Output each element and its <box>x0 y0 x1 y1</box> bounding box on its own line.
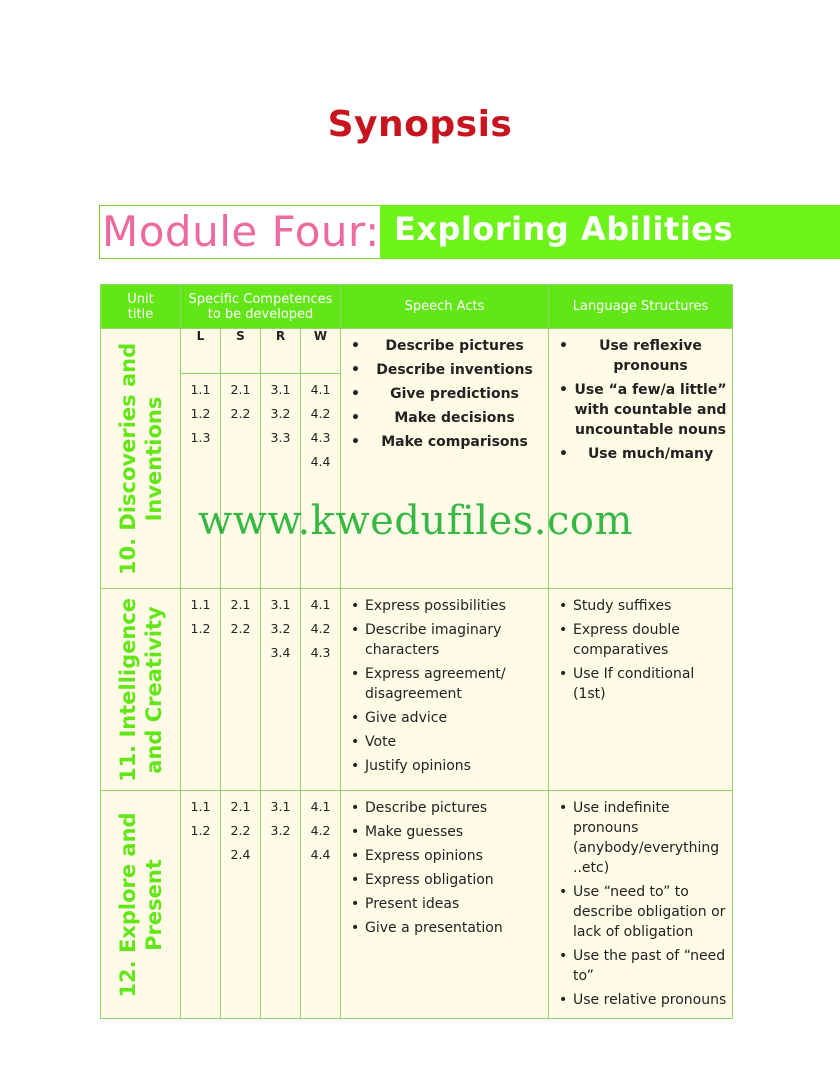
list-item: • Give predictions <box>351 384 544 404</box>
competence-cell <box>301 589 341 791</box>
list-item: • Use “need to” to describe obligation or lack of obligation <box>559 882 728 942</box>
list-item: • Present ideas <box>351 894 544 914</box>
speech-acts-list <box>341 329 548 460</box>
list-item: • Describe pictures <box>351 798 544 818</box>
competence-code: 1.3 <box>190 430 211 446</box>
list-item: • Use reflexive pronouns <box>559 336 728 376</box>
skill-label: S <box>221 329 261 374</box>
unit-row <box>101 589 733 791</box>
structures-cell <box>549 329 733 589</box>
competence-code: 4.4 <box>310 454 331 470</box>
competence-code: 4.2 <box>310 406 331 422</box>
speech-acts-cell <box>341 589 549 791</box>
competence-code: 2.1 <box>230 799 251 814</box>
competence-code: 2.1 <box>230 597 251 612</box>
competence-code: 1.1 <box>190 382 211 398</box>
synopsis-table <box>100 284 733 1019</box>
competence-cell <box>301 791 341 1019</box>
competence-code: 4.1 <box>310 382 331 398</box>
competence-code: 1.2 <box>190 406 211 422</box>
speech-acts-list <box>341 791 548 946</box>
competence-code: 2.4 <box>230 847 251 862</box>
competence-code: 4.1 <box>310 799 331 814</box>
competence-code: 3.1 <box>270 799 291 814</box>
competence-code: 1.1 <box>190 799 211 814</box>
competence-cell <box>221 374 261 589</box>
list-item: • Give a presentation <box>351 918 544 938</box>
structures-list <box>549 791 732 1018</box>
list-item: • Use relative pronouns <box>559 990 728 1010</box>
unit-title-cell <box>101 791 181 1019</box>
competence-cell <box>261 589 301 791</box>
module-name: Exploring Abilities <box>394 210 734 248</box>
list-item: • Describe imaginary characters <box>351 620 544 660</box>
structures-cell <box>549 791 733 1019</box>
table-header-row <box>101 285 733 329</box>
list-item: • Express agreement/ disagreement <box>351 664 544 704</box>
competence-code: 3.4 <box>270 645 291 660</box>
list-item: • Express double comparatives <box>559 620 728 660</box>
structures-list <box>549 589 732 712</box>
competence-code: 4.3 <box>310 645 331 660</box>
competence-code: 4.4 <box>310 847 331 862</box>
list-item: • Describe inventions <box>351 360 544 380</box>
skill-label: L <box>181 329 221 374</box>
list-item: • Express opinions <box>351 846 544 866</box>
competence-code: 4.3 <box>310 430 331 446</box>
competence-code: 4.2 <box>310 823 331 838</box>
skill-label: R <box>261 329 301 374</box>
competence-cell <box>221 791 261 1019</box>
header-unit-title: Unit title <box>101 285 181 329</box>
competence-code: 2.2 <box>230 823 251 838</box>
competence-code: 2.2 <box>230 621 251 636</box>
competence-code: 4.2 <box>310 621 331 636</box>
competence-cell <box>181 374 221 589</box>
competence-code: 1.2 <box>190 823 211 838</box>
header-language-structures: Language Structures <box>549 285 733 329</box>
competence-code: 2.1 <box>230 382 251 398</box>
competence-code: 1.1 <box>190 597 211 612</box>
speech-acts-list <box>341 589 548 784</box>
competence-code: 3.2 <box>270 406 291 422</box>
competence-cell <box>181 589 221 791</box>
list-item: • Study suffixes <box>559 596 728 616</box>
list-item: • Give advice <box>351 708 544 728</box>
speech-acts-cell <box>341 791 549 1019</box>
competence-code: 3.1 <box>270 597 291 612</box>
skills-row <box>101 329 733 374</box>
list-item: • Vote <box>351 732 544 752</box>
competence-code: 4.1 <box>310 597 331 612</box>
competence-code: 3.2 <box>270 621 291 636</box>
header-competences: Specific Competences to be developed <box>181 285 341 329</box>
competence-code: 3.1 <box>270 382 291 398</box>
competence-code: 1.2 <box>190 621 211 636</box>
list-item: • Express obligation <box>351 870 544 890</box>
unit-row <box>101 791 733 1019</box>
list-item: • Use the past of “need to” <box>559 946 728 986</box>
list-item: • Use “a few/a little” with countable and uncountable nouns <box>559 380 728 440</box>
list-item: • Describe pictures <box>351 336 544 356</box>
page-title: Synopsis <box>327 104 513 145</box>
speech-acts-cell <box>341 329 549 589</box>
list-item: • Use indefinite pronouns (anybody/everything ..etc) <box>559 798 728 878</box>
competence-cell <box>261 791 301 1019</box>
header-speech-acts: Speech Acts <box>341 285 549 329</box>
module-number: Module Four: <box>102 207 380 256</box>
competence-code: 3.2 <box>270 823 291 838</box>
list-item: • Make guesses <box>351 822 544 842</box>
skill-label: W <box>301 329 341 374</box>
list-item: • Use If conditional (1st) <box>559 664 728 704</box>
competence-code: 2.2 <box>230 406 251 422</box>
list-item: • Express possibilities <box>351 596 544 616</box>
unit-title-cell <box>101 329 181 589</box>
list-item: • Make decisions <box>351 408 544 428</box>
competence-cell <box>181 791 221 1019</box>
structures-list <box>549 329 732 472</box>
structures-cell <box>549 589 733 791</box>
competence-cell <box>301 374 341 589</box>
list-item: • Use much/many <box>559 444 728 464</box>
list-item: • Make comparisons <box>351 432 544 452</box>
unit-title: 11. Intelligence and Creativity <box>115 597 166 782</box>
list-item: • Justify opinions <box>351 756 544 776</box>
competence-cell <box>221 589 261 791</box>
unit-title-cell <box>101 589 181 791</box>
watermark: www.kwedufiles.com <box>198 498 633 544</box>
competence-code: 3.3 <box>270 430 291 446</box>
unit-title: 10. Discoveries and Inventions <box>115 342 166 575</box>
unit-title: 12. Explore and Present <box>115 811 166 998</box>
competence-cell <box>261 374 301 589</box>
